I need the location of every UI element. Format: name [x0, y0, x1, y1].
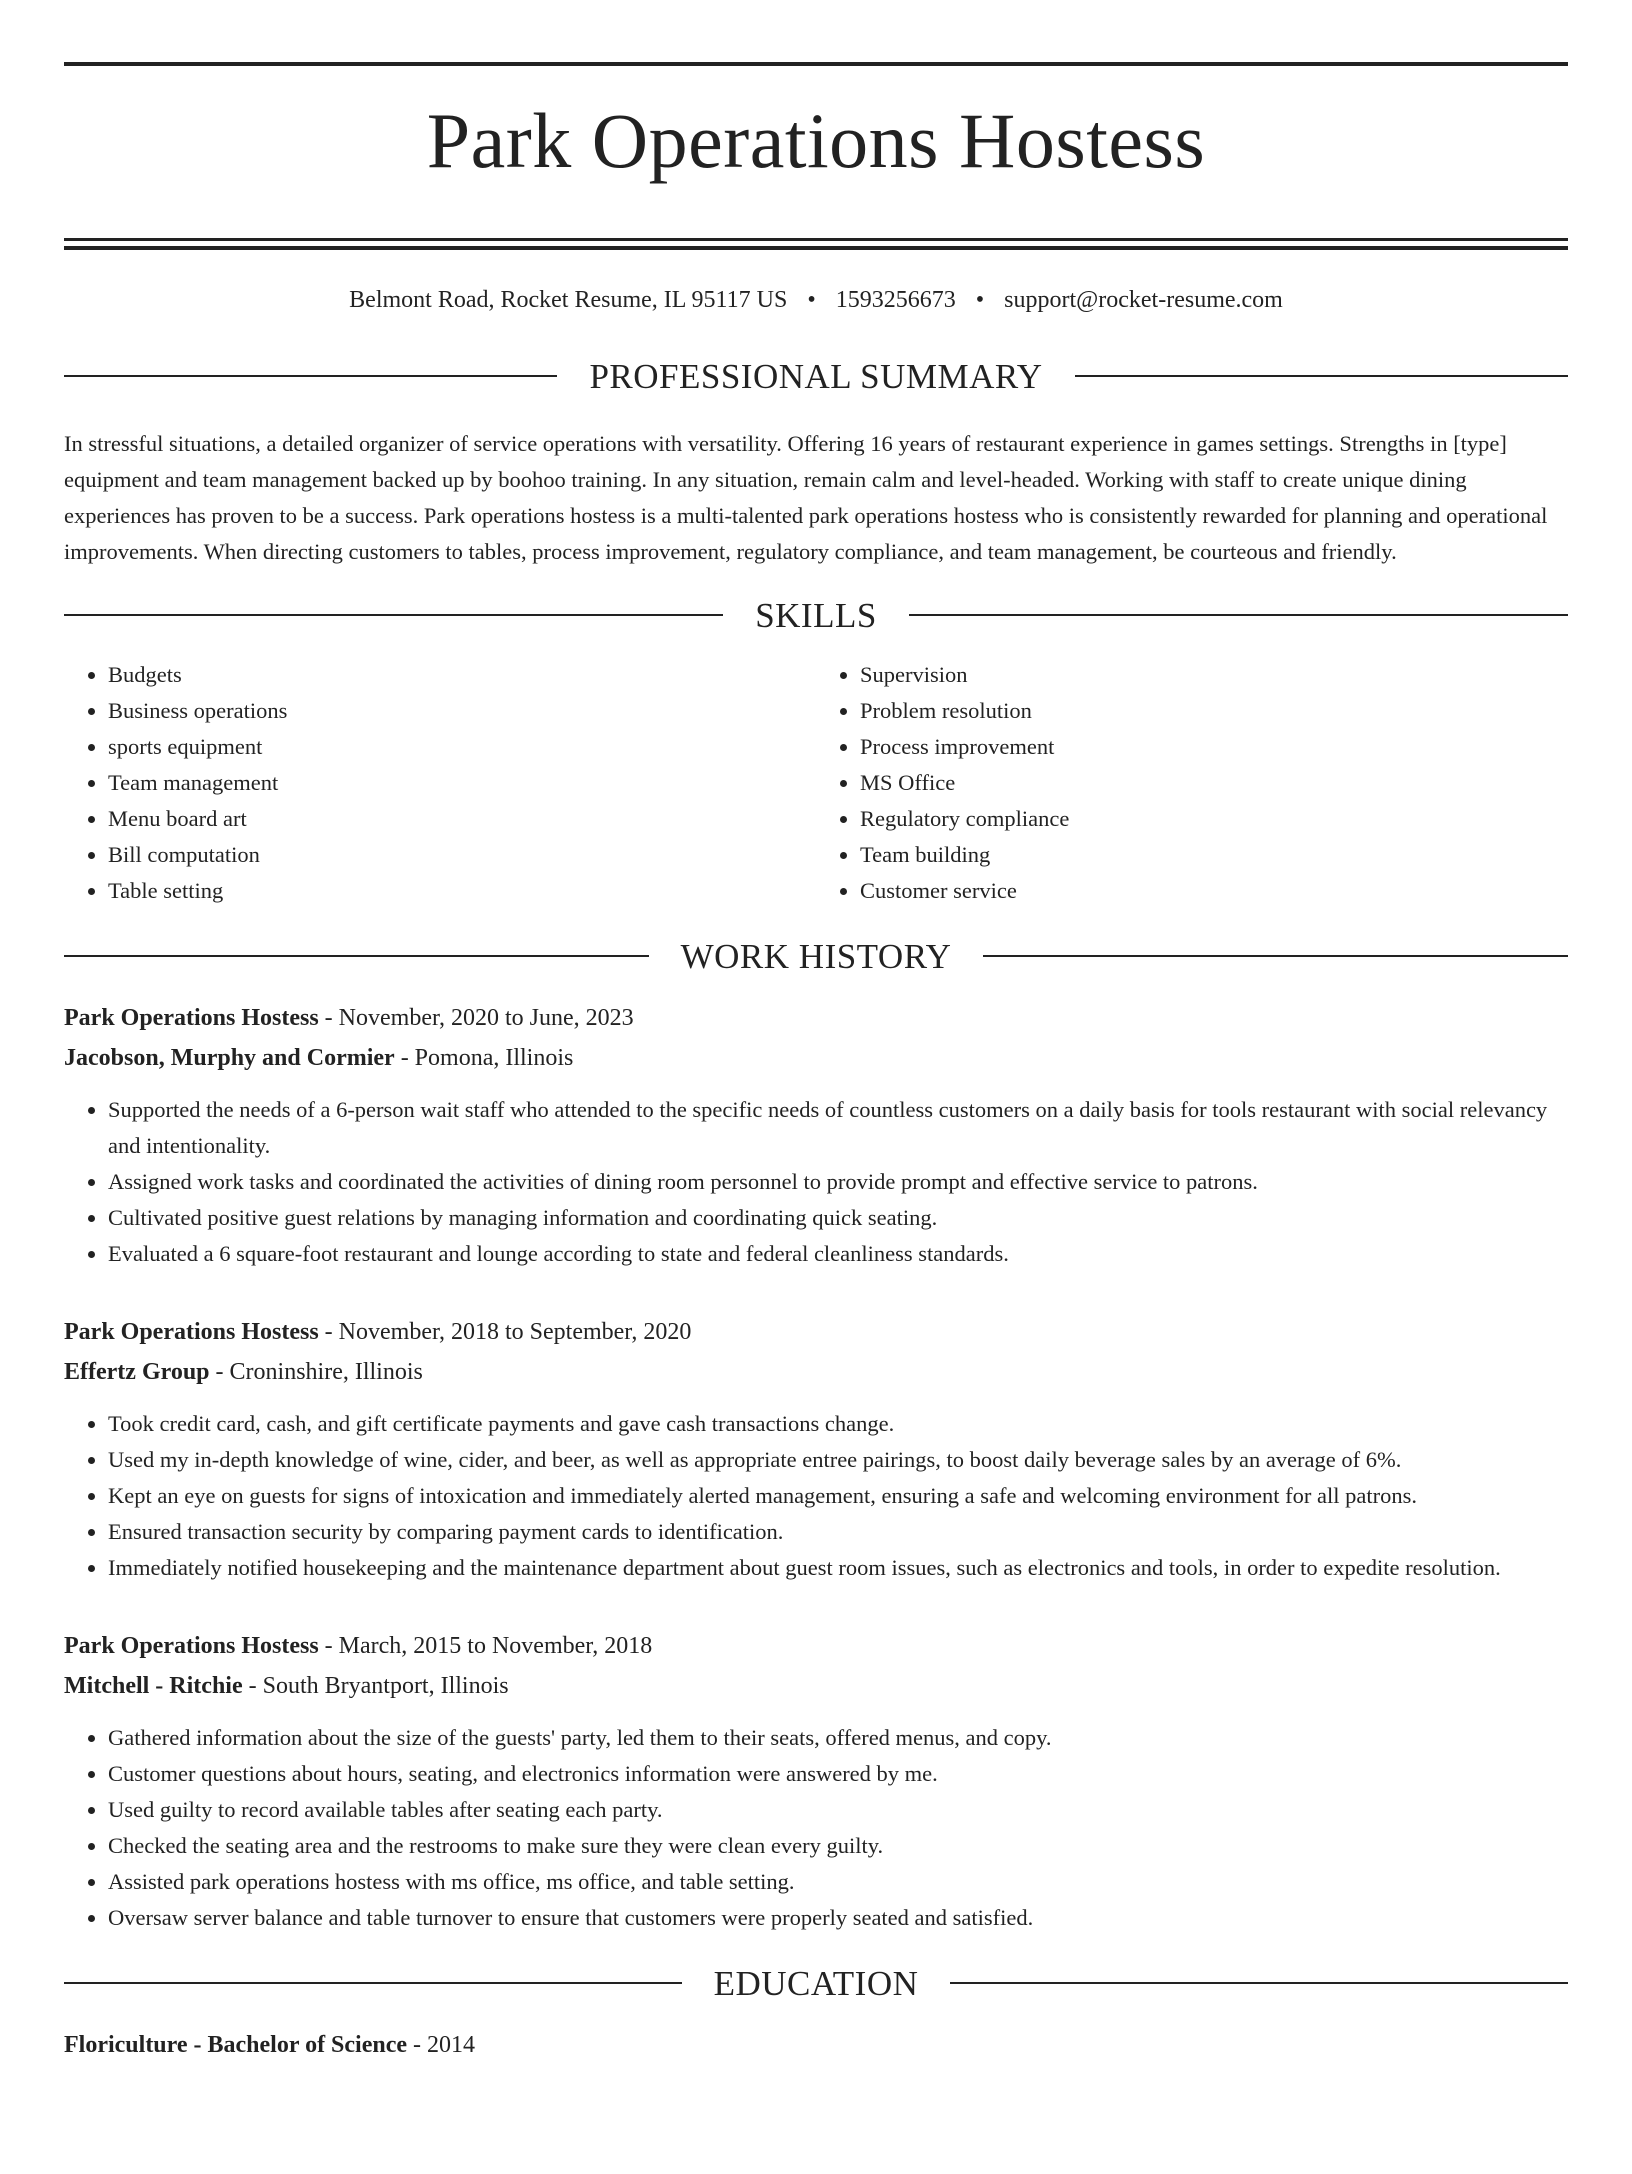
job-title-line [64, 1626, 1568, 1666]
job-location: - Croninshire, Illinois [209, 1358, 423, 1385]
skill-item: • Customer service [860, 873, 1568, 909]
job-bullet: • Customer questions about hours, seating, and electronics information were answered by me. [108, 1756, 1568, 1792]
contact-phone: 1593256673 [835, 287, 956, 313]
education-degree: Floriculture - Bachelor of Science [64, 2031, 408, 2058]
job-location: - Pomona, Illinois [394, 1044, 574, 1071]
job-role: Park Operations Hostess [64, 1318, 319, 1345]
job-role: Park Operations Hostess [64, 1632, 319, 1659]
job-bullet: • Assisted park operations hostess with ms office, ms office, and table setting. [108, 1864, 1568, 1900]
skills-column-right [816, 657, 1568, 909]
job-company-line [64, 1038, 1568, 1078]
job-bullet: • Kept an eye on guests for signs of intoxication and immediately alerted management, ensuring a safe and welcoming environment for all patrons. [108, 1478, 1568, 1514]
job-title-line [64, 998, 1568, 1038]
contact-address: Belmont Road, Rocket Resume, IL 95117 US [349, 287, 788, 313]
job-bullet: • Took credit card, cash, and gift certificate payments and gave cash transactions change. [108, 1406, 1568, 1442]
job-bullet: • Checked the seating area and the restrooms to make sure they were clean every guilty. [108, 1828, 1568, 1864]
section-header-education [64, 1963, 1568, 2003]
contact-separator: • [807, 287, 816, 313]
candidate-name: Park Operations Hostess [426, 97, 1206, 184]
job-bullet: • Assigned work tasks and coordinated the activities of dining room personnel to provide prompt and effective service to patrons. [108, 1164, 1568, 1200]
job-company: Mitchell - Ritchie [64, 1672, 243, 1699]
job-company-line [64, 1352, 1568, 1392]
header-double-rule [64, 238, 1568, 250]
skill-item: • Team building [860, 837, 1568, 873]
education-entry [64, 2025, 1568, 2065]
job-title-line [64, 1312, 1568, 1352]
skill-item: • Supervision [860, 657, 1568, 693]
job-entry [64, 1312, 1568, 1586]
job-location: - South Bryantport, Illinois [242, 1672, 509, 1699]
job-bullets [64, 1720, 1568, 1936]
skill-item: • Regulatory compliance [860, 801, 1568, 837]
contact-email: support@rocket-resume.com [1004, 287, 1283, 313]
skill-item: • Bill computation [108, 837, 816, 873]
skills-column-left [64, 657, 816, 909]
skill-item: • Table setting [108, 873, 816, 909]
skill-item: • MS Office [860, 765, 1568, 801]
section-header-skills [64, 595, 1568, 635]
job-entry [64, 998, 1568, 1272]
job-bullet: • Used my in-depth knowledge of wine, cider, and beer, as well as appropriate entree pairings, to boost daily beverage sales by an average of 6%. [108, 1442, 1568, 1478]
contact-info [64, 286, 1568, 315]
section-title: PROFESSIONAL SUMMARY [589, 356, 1043, 396]
job-bullet: • Immediately notified housekeeping and the maintenance department about guest room issues, such as electronics and tools, in order to expedite resolution. [108, 1550, 1568, 1586]
section-title: WORK HISTORY [680, 936, 952, 976]
skill-item: • Menu board art [108, 801, 816, 837]
section-header-work-history [64, 936, 1568, 976]
job-dates: - March, 2015 to November, 2018 [318, 1632, 653, 1659]
contact-separator: • [975, 287, 985, 313]
section-title: EDUCATION [713, 1963, 919, 2003]
section-title: SKILLS [755, 595, 877, 635]
job-bullets [64, 1406, 1568, 1586]
job-company: Effertz Group [64, 1358, 210, 1385]
job-company: Jacobson, Murphy and Cormier [64, 1044, 395, 1071]
education-year: - 2014 [407, 2031, 476, 2058]
job-bullets [64, 1092, 1568, 1272]
job-bullet: • Gathered information about the size of the guests' party, led them to their seats, offered menus, and copy. [108, 1720, 1568, 1756]
job-bullet: • Evaluated a 6 square-foot restaurant and lounge according to state and federal cleanliness standards. [108, 1236, 1568, 1272]
summary-text: In stressful situations, a detailed organizer of service operations with versatility. Offering 16 years of restaurant experience in games settings. Strengths in [type] equipment and team management backed up by boohoo training. In any situation, remain calm and level-headed. Working with staff to create unique dining experiences has proven to be a success. Park operations hostess is a multi-talented park operations hostess who is consistently rewarded for planning and operational improvements. When directing customers to tables, process improvement, regulatory compliance, and team management, be courteous and friendly. [64, 430, 1548, 564]
top-rule [64, 62, 1568, 66]
skill-item: • Budgets [108, 657, 816, 693]
job-bullet: • Oversaw server balance and table turnover to ensure that customers were properly seated and satisfied. [108, 1900, 1568, 1936]
job-dates: - November, 2020 to June, 2023 [318, 1004, 634, 1031]
job-bullet: • Used guilty to record available tables after seating each party. [108, 1792, 1568, 1828]
resume-page [0, 62, 1632, 2174]
section-header-summary [64, 356, 1568, 396]
job-entry [64, 1626, 1568, 1936]
job-bullet: • Cultivated positive guest relations by managing information and coordinating quick seating. [108, 1200, 1568, 1236]
job-dates: - November, 2018 to September, 2020 [318, 1318, 692, 1345]
job-role: Park Operations Hostess [64, 1004, 319, 1031]
skill-item: • Business operations [108, 693, 816, 729]
skill-item: • Problem resolution [860, 693, 1568, 729]
job-bullet: • Ensured transaction security by comparing payment cards to identification. [108, 1514, 1568, 1550]
skill-item: • Team management [108, 765, 816, 801]
skill-item: • Process improvement [860, 729, 1568, 765]
job-bullet: • Supported the needs of a 6-person wait staff who attended to the specific needs of countless customers on a daily basis for tools restaurant with social relevancy and intentionality. [108, 1092, 1568, 1164]
skill-item: • sports equipment [108, 729, 816, 765]
skills-list [64, 657, 1568, 909]
job-company-line [64, 1666, 1568, 1706]
